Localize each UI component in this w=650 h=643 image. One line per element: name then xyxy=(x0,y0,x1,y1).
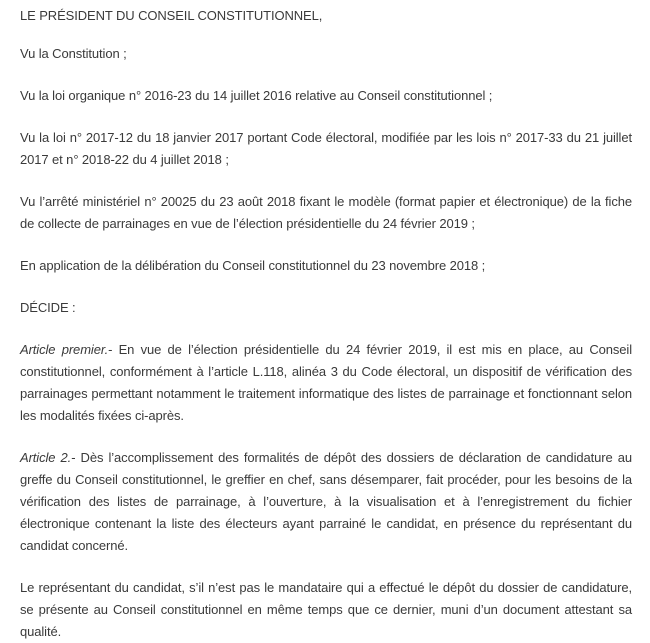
decision-label: DÉCIDE : xyxy=(20,300,76,315)
closing-paragraph: Le représentant du candidat, s’il n’est pas le mandataire qui a effectué le dépôt du dossier de candidature, se présente au Conseil constitutionnel en même temps que ce dernier, muni d’un document attestant sa qualité. xyxy=(20,580,632,639)
article-premier-text: - En vue de l’élection présidentielle du 24 février 2019, il est mis en place, au Conseil constitutionnel, conformément à l’article L.118, alinéa 3 du Code électoral, un dispositif de vérification des parrainages permettant notamment le traitement informatique des listes de parrainage et fonctionnant selon les modalités fixées ci-après. xyxy=(20,342,632,423)
document-header: LE PRÉSIDENT DU CONSEIL CONSTITUTIONNEL, xyxy=(20,8,323,23)
article-premier-label: Article premier. xyxy=(20,342,109,357)
visa-constitution: Vu la Constitution ; xyxy=(20,46,127,61)
visa-arrete-ministeriel: Vu l’arrêté ministériel n° 20025 du 23 août 2018 fixant le modèle (format papier et électronique) de la fiche de collecte de parrainages en vue de l’élection présidentielle du 24 février 2019 ; xyxy=(20,194,632,231)
visa-loi-organique: Vu la loi organique n° 2016-23 du 14 juillet 2016 relative au Conseil constitutionnel ; xyxy=(20,88,493,103)
visa-deliberation: En application de la délibération du Conseil constitutionnel du 23 novembre 2018 ; xyxy=(20,258,486,273)
visa-code-electoral: Vu la loi n° 2017-12 du 18 janvier 2017 portant Code électoral, modifiée par les lois n° 2017-33 du 21 juillet 2017 et n° 2018-22 du 4 juillet 2018 ; xyxy=(20,130,632,167)
article-2-text: - Dès l’accomplissement des formalités de dépôt des dossiers de déclaration de candidature au greffe du Conseil constitutionnel, le greffier en chef, sans désemparer, fait procéder, pour les besoins de la vérification des listes de parrainage, à l’ouverture, à la visualisation et à l’enregistrement du fichier électronique contenant la liste des électeurs ayant parrainé le candidat, en présence du représentant du candidat concerné. xyxy=(20,450,632,553)
article-premier xyxy=(20,339,632,427)
article-2-label: Article 2. xyxy=(20,450,72,465)
article-2 xyxy=(20,447,632,557)
